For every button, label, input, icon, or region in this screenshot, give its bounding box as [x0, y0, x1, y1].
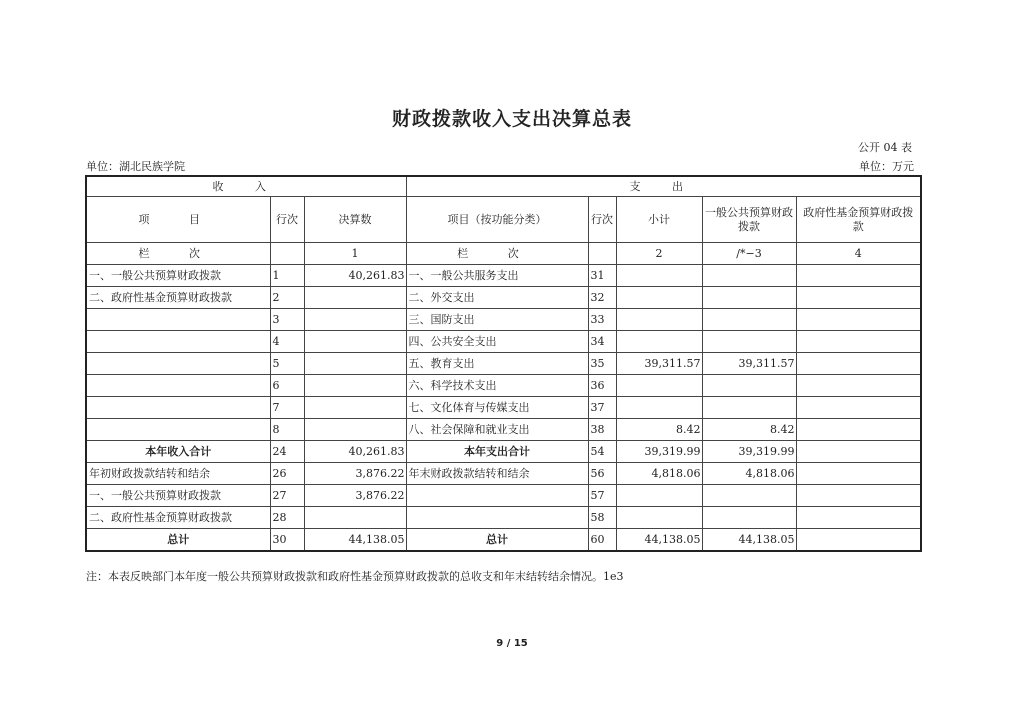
expense-subtotal-cell: 39,311.57 — [616, 353, 702, 375]
income-seq-header: 行次 — [270, 197, 304, 243]
expense-subtotal-cell — [616, 397, 702, 419]
income-item-cell — [86, 375, 270, 397]
expense-fund-header: 政府性基金预算财政拨款 — [796, 197, 921, 243]
expense-seq-cell: 34 — [588, 331, 616, 353]
income-item-header: 项 目 — [86, 197, 270, 243]
income-seq-cell: 26 — [270, 463, 304, 485]
expense-general-cell: 44,138.05 — [702, 529, 796, 552]
expense-general-cell — [702, 507, 796, 529]
expense-fund-cell — [796, 441, 921, 463]
expense-item-cell: 一、一般公共服务支出 — [406, 265, 588, 287]
income-amount-cell: 40,261.83 — [304, 441, 406, 463]
page-title: 财政拨款收入支出决算总表 — [391, 108, 632, 130]
expense-subtotal-cell — [616, 485, 702, 507]
income-amount-cell — [304, 375, 406, 397]
expense-item-cell: 八、社会保障和就业支出 — [406, 419, 588, 441]
income-amount-cell: 44,138.05 — [304, 529, 406, 552]
expense-fund-cell — [796, 419, 921, 441]
income-item-cell: 本年收入合计 — [86, 441, 270, 463]
expense-subtotal-cell — [616, 375, 702, 397]
income-item-cell: 一、一般公共预算财政拨款 — [86, 265, 270, 287]
income-item-cell: 二、政府性基金预算财政拨款 — [86, 287, 270, 309]
expense-seq-cell: 36 — [588, 375, 616, 397]
expense-seq-cell: 56 — [588, 463, 616, 485]
expense-fund-cell — [796, 309, 921, 331]
income-amount-cell: 3,876.22 — [304, 463, 406, 485]
expense-seq-cell: 33 — [588, 309, 616, 331]
income-amount-cell — [304, 353, 406, 375]
column-number-row — [86, 243, 921, 265]
income-col-number: 1 — [304, 243, 406, 265]
column-header-row — [86, 197, 921, 243]
expense-seq-cell: 32 — [588, 287, 616, 309]
expense-subtotal-cell: 8.42 — [616, 419, 702, 441]
expense-general-cell — [702, 375, 796, 397]
form-number: 公开 04 表 — [858, 141, 912, 154]
income-item-cell — [86, 353, 270, 375]
expense-fund-cell — [796, 331, 921, 353]
expense-item-header: 项目（按功能分类） — [406, 197, 588, 243]
income-amount-cell — [304, 309, 406, 331]
expense-item-cell: 四、公共安全支出 — [406, 331, 588, 353]
expense-item-cell: 七、文化体育与传媒支出 — [406, 397, 588, 419]
expense-fund-cell — [796, 265, 921, 287]
income-amount-cell — [304, 331, 406, 353]
expense-item-cell: 年末财政拨款结转和结余 — [406, 463, 588, 485]
expense-item-cell: 二、外交支出 — [406, 287, 588, 309]
income-amount-cell — [304, 507, 406, 529]
table-row — [86, 441, 921, 463]
expense-fund-cell — [796, 375, 921, 397]
expense-seq-cell: 31 — [588, 265, 616, 287]
expense-general-cell — [702, 485, 796, 507]
income-seq-cell: 8 — [270, 419, 304, 441]
income-seq-cell: 27 — [270, 485, 304, 507]
income-item-cell — [86, 419, 270, 441]
expense-group-header: 支 出 — [406, 176, 921, 197]
table-row — [86, 265, 921, 287]
income-amount-cell — [304, 287, 406, 309]
income-seq-cell: 28 — [270, 507, 304, 529]
col-number-4: 4 — [796, 243, 921, 265]
budget-summary-table — [85, 175, 922, 552]
expense-subtotal-cell: 44,138.05 — [616, 529, 702, 552]
income-seq-cell: 2 — [270, 287, 304, 309]
expense-general-cell — [702, 397, 796, 419]
expense-fund-cell — [796, 485, 921, 507]
expense-subtotal-cell — [616, 265, 702, 287]
expense-subtotal-cell — [616, 309, 702, 331]
income-col-label: 栏 次 — [86, 243, 270, 265]
income-seq-cell: 5 — [270, 353, 304, 375]
expense-seq-cell: 58 — [588, 507, 616, 529]
expense-fund-cell — [796, 287, 921, 309]
expense-seq-cell: 38 — [588, 419, 616, 441]
income-seq-cell: 30 — [270, 529, 304, 552]
income-seq-cell: 1 — [270, 265, 304, 287]
income-item-cell: 年初财政拨款结转和结余 — [86, 463, 270, 485]
income-amount-header: 决算数 — [304, 197, 406, 243]
table-row — [86, 507, 921, 529]
expense-item-cell: 总计 — [406, 529, 588, 552]
expense-general-cell: 39,311.57 — [702, 353, 796, 375]
table-row — [86, 463, 921, 485]
unit-organization: 单位：湖北民族学院 — [86, 160, 185, 173]
col-number-3: /*−3 — [702, 243, 796, 265]
income-amount-cell — [304, 419, 406, 441]
expense-subtotal-cell: 39,319.99 — [616, 441, 702, 463]
expense-general-header: 一般公共预算财政拨款 — [702, 197, 796, 243]
expense-seq-blank — [588, 243, 616, 265]
expense-seq-cell: 54 — [588, 441, 616, 463]
expense-item-cell: 五、教育支出 — [406, 353, 588, 375]
income-amount-cell: 40,261.83 — [304, 265, 406, 287]
table-row — [86, 309, 921, 331]
expense-general-cell — [702, 331, 796, 353]
income-item-cell — [86, 331, 270, 353]
expense-fund-cell — [796, 397, 921, 419]
expense-subtotal-cell — [616, 331, 702, 353]
expense-seq-cell: 60 — [588, 529, 616, 552]
expense-fund-cell — [796, 529, 921, 552]
income-seq-cell: 24 — [270, 441, 304, 463]
expense-general-cell — [702, 265, 796, 287]
income-item-cell: 一、一般公共预算财政拨款 — [86, 485, 270, 507]
expense-general-cell: 8.42 — [702, 419, 796, 441]
income-item-cell — [86, 309, 270, 331]
income-item-cell: 二、政府性基金预算财政拨款 — [86, 507, 270, 529]
expense-fund-cell — [796, 463, 921, 485]
income-seq-cell: 3 — [270, 309, 304, 331]
col-number-2: 2 — [616, 243, 702, 265]
expense-general-cell — [702, 287, 796, 309]
expense-general-cell: 4,818.06 — [702, 463, 796, 485]
table-row — [86, 353, 921, 375]
expense-fund-cell — [796, 353, 921, 375]
table-row — [86, 485, 921, 507]
table-row — [86, 397, 921, 419]
expense-seq-cell: 37 — [588, 397, 616, 419]
table-row — [86, 287, 921, 309]
expense-subtotal-cell — [616, 507, 702, 529]
footnote: 注：本表反映部门本年度一般公共预算财政拨款和政府性基金预算财政拨款的总收支和年末结转结余情况。1e3 — [86, 570, 624, 583]
table-row — [86, 419, 921, 441]
expense-item-cell: 本年支出合计 — [406, 441, 588, 463]
income-item-cell: 总计 — [86, 529, 270, 552]
table-row — [86, 529, 921, 552]
expense-seq-cell: 35 — [588, 353, 616, 375]
income-amount-cell — [304, 397, 406, 419]
unit-currency: 单位：万元 — [859, 160, 914, 173]
income-seq-cell: 7 — [270, 397, 304, 419]
table-row — [86, 375, 921, 397]
expense-subtotal-header: 小计 — [616, 197, 702, 243]
income-seq-cell: 4 — [270, 331, 304, 353]
table-row — [86, 331, 921, 353]
income-seq-blank — [270, 243, 304, 265]
expense-item-cell — [406, 507, 588, 529]
income-amount-cell: 3,876.22 — [304, 485, 406, 507]
expense-seq-header: 行次 — [588, 197, 616, 243]
expense-seq-cell: 57 — [588, 485, 616, 507]
page-number: 9 / 15 — [496, 638, 528, 649]
income-seq-cell: 6 — [270, 375, 304, 397]
expense-general-cell — [702, 309, 796, 331]
income-group-header: 收 入 — [86, 176, 406, 197]
income-item-cell — [86, 397, 270, 419]
expense-item-cell: 三、国防支出 — [406, 309, 588, 331]
expense-fund-cell — [796, 507, 921, 529]
expense-item-cell — [406, 485, 588, 507]
expense-subtotal-cell: 4,818.06 — [616, 463, 702, 485]
expense-item-cell: 六、科学技术支出 — [406, 375, 588, 397]
expense-subtotal-cell — [616, 287, 702, 309]
group-header-row — [86, 176, 921, 197]
expense-general-cell: 39,319.99 — [702, 441, 796, 463]
expense-col-label: 栏 次 — [406, 243, 588, 265]
